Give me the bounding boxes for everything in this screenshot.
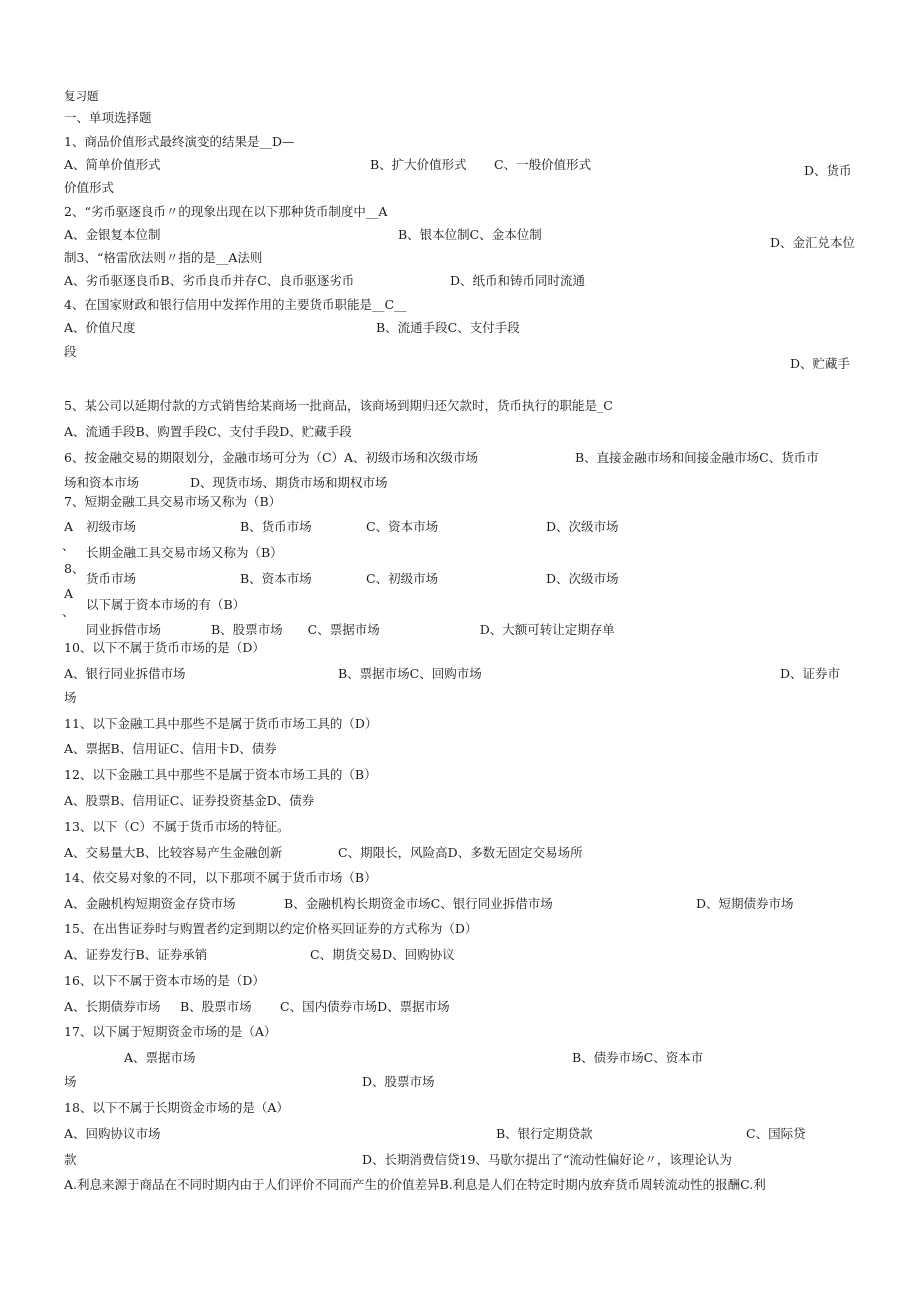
q4-option-d-continued: 段 [64, 344, 77, 359]
q1-option-c: C、一般价值形式 [494, 157, 592, 172]
question-10: 10、以下不属于货币市场的是（D） [64, 640, 265, 655]
q1-option-b: B、扩大价值形式 [370, 157, 467, 172]
q2-option-d: D、金汇兑本位 [770, 235, 856, 250]
question-16: 16、以下不属于资本市场的是（D） [64, 973, 265, 988]
q7-option-b: B、货币市场 [240, 519, 312, 534]
question-12: 12、以下金融工具中那些不是属于资本市场工具的（B） [64, 767, 377, 782]
q1-option-d: D、货币 [804, 163, 852, 178]
question-7: 7、短期金融工具交易市场又称为（B） [64, 494, 282, 509]
q8-option-c: C、初级市场 [366, 571, 439, 586]
question-17: 17、以下属于短期资金市场的是（A） [64, 1024, 277, 1039]
q3-option-d: D、纸币和铸币同时流通 [450, 273, 586, 288]
page-heading: 复习题 [64, 89, 99, 103]
question-4: 4、在国家财政和银行信用中发挥作用的主要货币职能是__C__ [64, 297, 407, 312]
q18-option-c-continued: 款 [64, 1152, 77, 1167]
question-1: 1、商品价值形式最终演变的结果是__D— [64, 134, 295, 149]
q7-option-d: D、次级市场 [546, 519, 619, 534]
question-9: 以下属于资本市场的有（B） [86, 597, 246, 612]
q14-option-d: D、短期债券市场 [696, 896, 794, 911]
q17-option-a: A、票据市场 [124, 1050, 196, 1065]
question-18: 18、以下不属于长期资金市场的是（A） [64, 1100, 289, 1115]
q4-option-bc: B、流通手段C、支付手段 [376, 320, 520, 335]
q17-option-bc: B、债券市场C、资本市 [572, 1050, 704, 1065]
q10-option-bc: B、票据市场C、回购市场 [338, 666, 482, 681]
q16-option-b: B、股票市场 [180, 999, 252, 1014]
q17-option-d: D、股票市场 [362, 1074, 435, 1089]
question-14: 14、依交易对象的不同，以下那项不属于货币市场（B） [64, 870, 377, 885]
q10-option-a: A、银行同业拆借市场 [64, 666, 186, 681]
q1-option-a: A、简单价值形式 [64, 157, 161, 172]
section-title: 一、单项选择题 [64, 110, 152, 125]
q4-option-a: A、价值尺度 [64, 320, 136, 335]
q13-option-cd: C、期限长，风险高D、多数无固定交易场所 [338, 845, 583, 860]
list-mark: 、 [62, 538, 75, 553]
q10-option-d: D、证券市 [780, 666, 841, 681]
question-11: 11、以下金融工具中那些不是属于货币市场工具的（D） [64, 716, 378, 731]
q2-option-bc: B、银本位制C、金本位制 [398, 227, 542, 242]
question-13: 13、以下（C）不属于货币市场的特征。 [64, 819, 290, 834]
q19-options: A.利息来源于商品在不同时期内由于人们评价不同而产生的价值差异B.利息是人们在特定时期内放弃货币周转流动性的报酬C.利 [64, 1177, 766, 1192]
question-6: 6、按金融交易的期限划分，金融市场可分为（C）A、初级市场和次级市场 [64, 450, 479, 465]
q18-option-b: B、银行定期贷款 [496, 1126, 593, 1141]
q12-options: A、股票B、信用证C、证券投资基金D、债券 [64, 793, 315, 808]
q3-option-abc: A、劣币驱逐良币B、劣币良币并存C、良币驱逐劣币 [64, 273, 355, 288]
q8-option-b: B、资本市场 [240, 571, 312, 586]
q7-option-a-mark: A [64, 519, 74, 534]
q7-option-a: 初级市场 [86, 519, 137, 534]
q16-option-cd: C、国内债券市场D、票据市场 [280, 999, 450, 1014]
q7-option-c: C、资本市场 [366, 519, 439, 534]
q2-option-a: A、金银复本位制 [64, 227, 161, 242]
q18-option-a: A、回购协议市场 [64, 1126, 161, 1141]
q11-options: A、票据B、信用证C、信用卡D、债券 [64, 741, 277, 756]
q6-option-c-continued: 场和资本市场 [64, 475, 140, 490]
q18-option-c: C、国际贷 [746, 1126, 806, 1141]
q4-option-d: D、贮藏手 [790, 356, 851, 371]
list-mark: 、 [62, 604, 75, 619]
q10-option-d-continued: 场 [64, 690, 77, 705]
q8-option-d: D、次级市场 [546, 571, 619, 586]
q14-option-bc: B、金融机构长期资金市场C、银行同业拆借市场 [284, 896, 553, 911]
q15-option-ab: A、证券发行B、证券承销 [64, 947, 208, 962]
question-3: 制3、“格雷欣法则〃指的是__A法则 [64, 250, 263, 265]
question-5: 5、某公司以延期付款的方式销售给某商场一批商品，该商场到期归还欠款时，货币执行的职能是_C [64, 398, 613, 413]
question-8: 长期金融工具交易市场又称为（B） [86, 545, 283, 560]
q8-option-a: 货币市场 [86, 571, 137, 586]
q15-option-cd: C、期货交易D、回购协议 [310, 947, 455, 962]
question-2: 2、“劣币驱逐良币〃的现象出现在以下那种货币制度中__A [64, 204, 388, 219]
q9-options-clipped [64, 616, 684, 637]
question-15: 15、在出售证券时与购置者约定到期以约定价格买回证券的方式称为（D） [64, 921, 478, 936]
q16-option-a: A、长期债券市场 [64, 999, 161, 1014]
q5-options: A、流通手段B、购置手段C、支付手段D、贮藏手段 [64, 424, 352, 439]
q14-option-a: A、金融机构短期资金存贷市场 [64, 896, 236, 911]
q1-option-d-continued: 价值形式 [64, 180, 115, 195]
q13-option-ab: A、交易量大B、比较容易产生金融创新 [64, 845, 283, 860]
q17-option-c-continued: 场 [64, 1074, 77, 1089]
q8-option-a-mark: A [64, 586, 74, 601]
q6-option-bc: B、直接金融市场和间接金融市场C、货币市 [575, 450, 819, 465]
question-8-number: 8、 [64, 561, 85, 576]
q6-option-d: D、现货市场、期货市场和期权市场 [190, 475, 388, 490]
question-19: D、长期消费信贷19、马歇尔提出了“流动性偏好论〃，该理论认为 [362, 1152, 732, 1167]
q9-options: 同业拆借市场 B、股票市场 C、票据市场 D、大额可转让定期存单 [86, 622, 615, 637]
